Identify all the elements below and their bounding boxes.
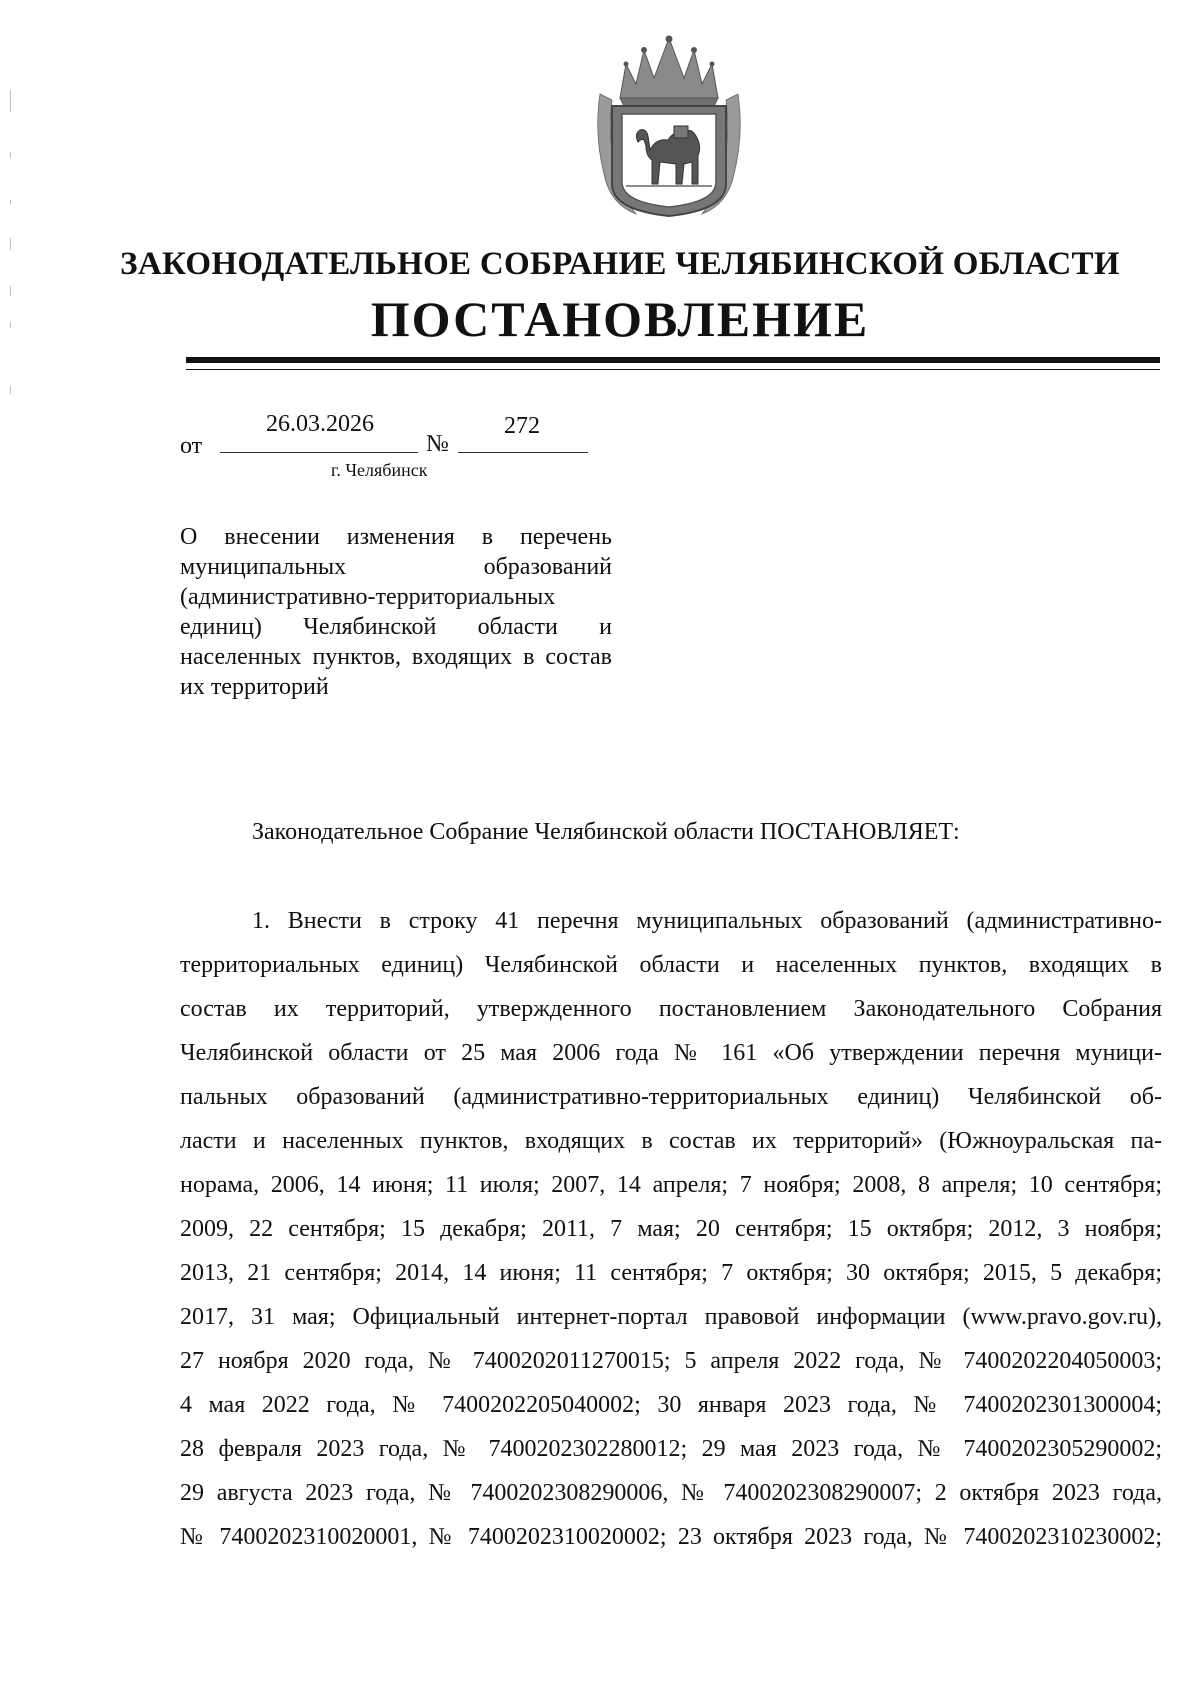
number-underline — [458, 452, 588, 453]
date-underline — [220, 452, 418, 453]
date-prefix-label: от — [180, 433, 203, 459]
body-line: состав их территорий, утвержденного постановлением Законодательного Собрания — [180, 996, 1162, 1022]
header-divider-thin — [186, 369, 1160, 370]
body-line: 29 августа 2023 года, № 7400202308290006, № 7400202308290007; 2 октября 2023 года, — [180, 1480, 1162, 1506]
document-date: 26.03.2026 — [266, 411, 374, 437]
body-line: 2009, 22 сентября; 15 декабря; 2011, 7 мая; 20 сентября; 15 октября; 2012, 3 ноября; — [180, 1216, 1162, 1242]
document-subject: О внесении изменения в перечень муниципальных образований (административно-территориальных единиц) Челябинской области и населенных пунктов, входящих в состав их территорий — [180, 524, 612, 700]
city-label: г. Челябинск — [331, 460, 428, 480]
chelyabinsk-coat-of-arms-icon — [590, 34, 748, 218]
body-line: 4 мая 2022 года, № 7400202205040002; 30 января 2023 года, № 7400202301300004; — [180, 1392, 1162, 1418]
body-line: 28 февраля 2023 года, № 7400202302280012; 29 мая 2023 года, № 7400202305290002; — [180, 1436, 1162, 1462]
body-line: № 7400202310020001, № 7400202310020002; 23 октября 2023 года, № 7400202310230002; — [180, 1524, 1162, 1550]
body-line: 27 ноября 2020 года, № 7400202011270015; 5 апреля 2022 года, № 7400202204050003; — [180, 1348, 1162, 1374]
body-line: Челябинской области от 25 мая 2006 года № 161 «Об утверждении перечня муници- — [180, 1040, 1162, 1066]
number-label: № — [426, 431, 449, 457]
body-line: 2017, 31 мая; Официальный интернет-портал правовой информации (www.pravo.gov.ru), — [180, 1304, 1162, 1330]
document-number: 272 — [504, 413, 540, 439]
preamble: Законодательное Собрание Челябинской области ПОСТАНОВЛЯЕТ: — [252, 819, 960, 845]
body-line: пальных образований (административно-территориальных единиц) Челябинской об- — [180, 1084, 1162, 1110]
body-line: 2013, 21 сентября; 2014, 14 июня; 11 сентября; 7 октября; 30 октября; 2015, 5 декабря; — [180, 1260, 1162, 1286]
document-type-title: ПОСТАНОВЛЕНИЕ — [370, 291, 870, 347]
header-divider-thick — [186, 357, 1160, 363]
body-line: норама, 2006, 14 июня; 11 июля; 2007, 14 апреля; 7 ноября; 2008, 8 апреля; 10 сентября; — [180, 1172, 1162, 1198]
body-line: ласти и населенных пунктов, входящих в состав их территорий» (Южноуральская па- — [180, 1128, 1162, 1154]
body-line: территориальных единиц) Челябинской области и населенных пунктов, входящих в — [180, 952, 1162, 978]
organization-title: ЗАКОНОДАТЕЛЬНОЕ СОБРАНИЕ ЧЕЛЯБИНСКОЙ ОБЛАСТИ — [120, 246, 1120, 282]
body-line: 1. Внести в строку 41 перечня муниципальных образований (административно- — [252, 908, 1162, 934]
crown-icon — [620, 36, 718, 106]
